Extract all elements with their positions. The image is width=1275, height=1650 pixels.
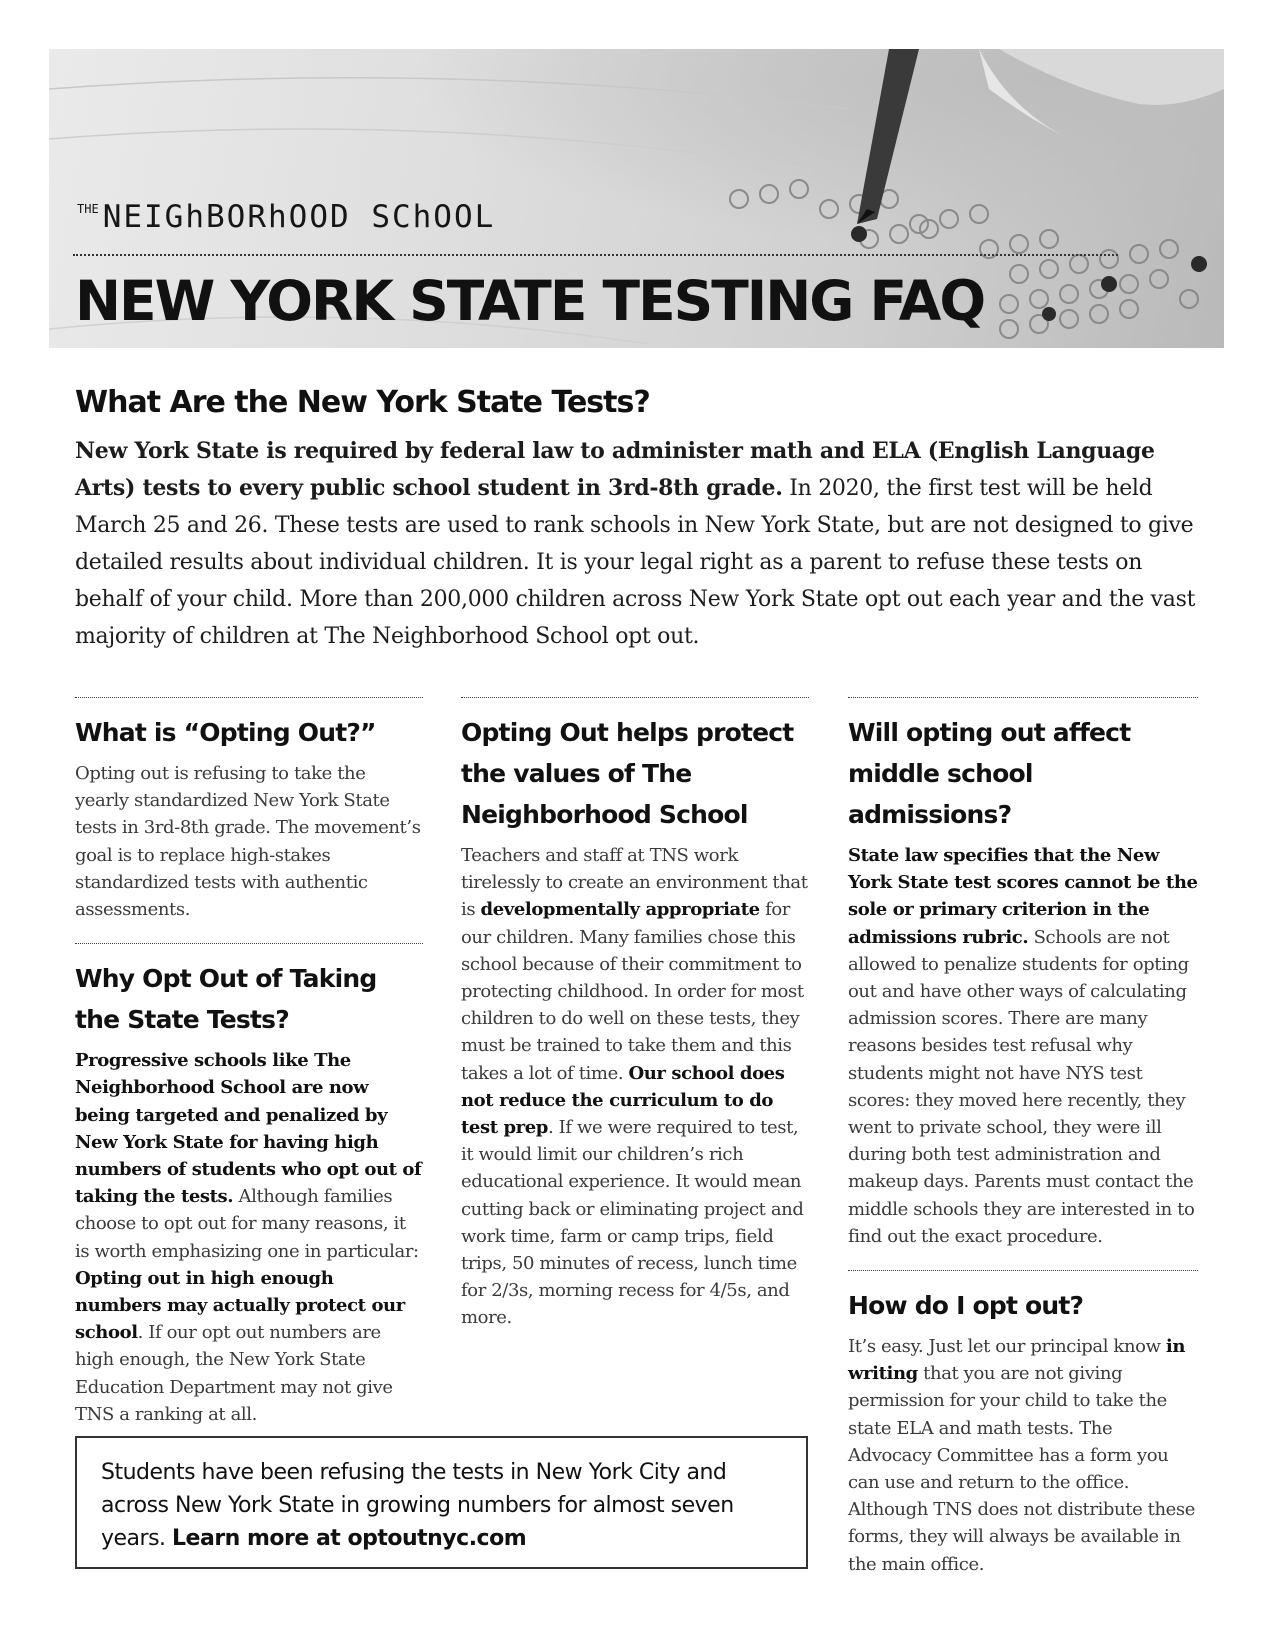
logo-text: NEIGhBORhOOD SChOOL xyxy=(102,199,496,235)
column-right xyxy=(848,697,1198,1598)
section-heading: How do I opt out? xyxy=(848,1291,1084,1321)
callout-text: Students have been refusing the tests in New York City and across New York State in growing numbers for almost seven years. xyxy=(101,1460,734,1551)
callout-link-text: Learn more at optoutnyc.com xyxy=(172,1526,527,1551)
header-banner xyxy=(49,49,1224,348)
bold-text: Opting out in high enough numbers may actually protect our school xyxy=(75,1267,405,1344)
section-heading: Why Opt Out of Taking the State Tests? xyxy=(75,964,377,1035)
column-left xyxy=(75,697,423,1448)
logo-the: THE xyxy=(77,202,99,216)
bold-text: in writing xyxy=(848,1336,1186,1385)
bold-text: Our school does not reduce the curriculum to do test prep xyxy=(461,1062,785,1139)
bold-text: developmentally appropriate xyxy=(480,899,760,921)
intro-heading: What Are the New York State Tests? xyxy=(75,385,650,420)
header-divider xyxy=(73,254,1118,256)
callout-box xyxy=(75,1436,808,1569)
page-title: NEW YORK STATE TESTING FAQ xyxy=(75,269,985,333)
section-heading: What is “Opting Out?” xyxy=(75,718,376,747)
section-how-to-opt-out xyxy=(848,1270,1198,1578)
section-heading: Will opting out affect middle school admissions? xyxy=(848,718,1131,829)
section-why-opt-out xyxy=(75,943,423,1428)
body-text: Schools are not allowed to penalize students for opting out and have other ways of calculating admission scores. There are many reasons besides test refusal why students might not have NYS test scores: they moved here recently, they went to private school, they were ill during both test administration and makeup days. Parents must contact the middle schools they are interested in to find out the exact procedure. xyxy=(848,926,1195,1247)
school-logo xyxy=(77,199,495,235)
section-opting-out xyxy=(75,697,423,923)
section-text: Opting out is refusing to take the yearly standardized New York State tests in 3rd-8th grade. The movement’s goal is to replace high-stakes standardized tests with authentic assessments. xyxy=(75,763,421,921)
section-admissions xyxy=(848,697,1198,1250)
body-text: . If we were required to test, it would limit our children’s rich educational experience. It would mean cutting back or eliminating project and work time, farm or camp trips, field trips, 50 minutes of recess, lunch time for 2/3s, morning recess for 4/5s, and more. xyxy=(461,1117,804,1329)
intro-bold-text: New York State is required by federal law to administer math and ELA (English Language Arts) tests to every public school student in 3rd-8th grade. xyxy=(75,438,1155,501)
section-heading: Opting Out helps protect the values of The Neighborhood School xyxy=(461,718,794,829)
section-text xyxy=(75,1047,423,1428)
bold-text: Progressive schools like The Neighborhood School are now being targeted and penalized by New York State for having high numbers of students who opt out of taking the tests. xyxy=(75,1050,422,1208)
body-text: Although families choose to opt out for many reasons, it is worth emphasizing one in particular: xyxy=(75,1186,419,1262)
body-text: It’s easy. Just let our principal know xyxy=(848,1336,1166,1358)
intro-paragraph xyxy=(75,433,1205,655)
body-text: that you are not giving permission for your child to take the state ELA and math tests. The Advocacy Committee has a form you can use and return to the office. Although TNS does not distribute these forms, they will always be available in the main office. xyxy=(848,1363,1196,1575)
section-values xyxy=(461,697,809,1332)
intro-body-text: In 2020, the first test will be held March 25 and 26. These tests are used to rank schools in New York State, but are not designed to give detailed results about individual children. It is your legal right as a parent to refuse these tests on behalf of your child. More than 200,000 children across New York State opt out each year and the vast majority of children at The Neighborhood School opt out. xyxy=(75,476,1196,649)
section-text xyxy=(848,842,1198,1250)
body-text: for our children. Many families chose this school because of their commitment to protecting childhood. In order for most children to do well on these tests, they must be trained to take them and this takes a lot of time. xyxy=(461,899,804,1084)
section-text xyxy=(461,842,809,1332)
bold-text: State law specifies that the New York State test scores cannot be the sole or primary criterion in the admissions rubric. xyxy=(848,845,1198,948)
section-text xyxy=(848,1333,1198,1578)
body-text: Teachers and staff at TNS work tirelessly to create an environment that is xyxy=(461,845,808,921)
intro-section xyxy=(75,383,1205,655)
column-middle xyxy=(461,697,809,1352)
body-text: . If our opt out numbers are high enough, the New York State Education Department may not give TNS a ranking at all. xyxy=(75,1322,393,1425)
